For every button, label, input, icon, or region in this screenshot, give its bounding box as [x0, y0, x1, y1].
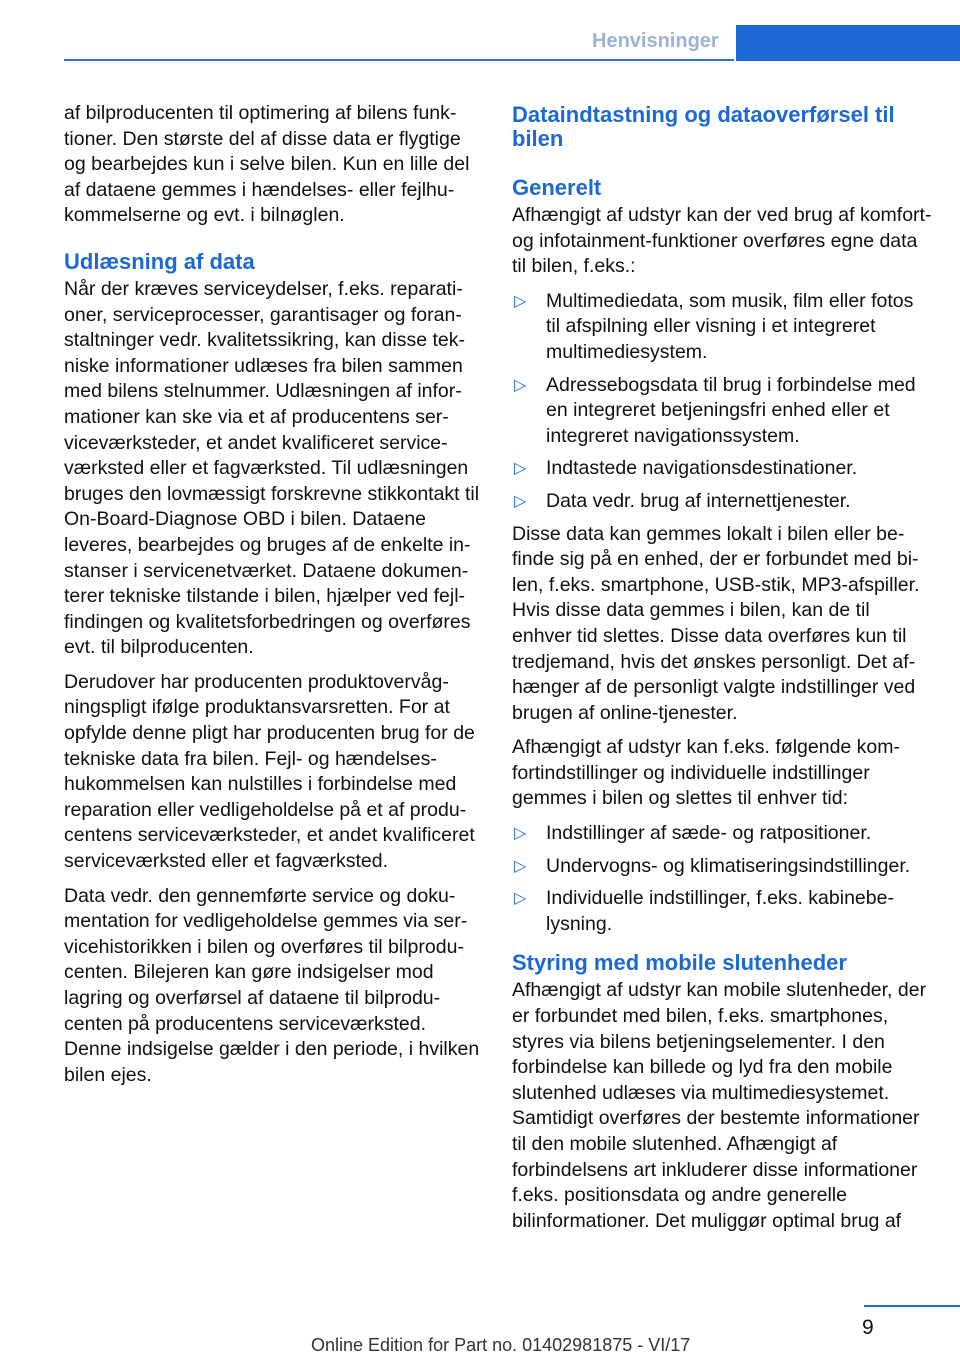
page-number: 9: [862, 1316, 874, 1339]
triangle-right-icon: ▷: [514, 492, 527, 510]
list-item: ▷ Indtastede navigationsdestinationer.: [512, 456, 932, 482]
subheading-styring: Styring med mobile slutenheder: [512, 950, 847, 976]
intro-paragraph: af bilproducenten til optimering af bilens funktioner. Den største del af disse data er flygtige og bearbejdes kun i selve bilen. Kun en lille del af dataene gemmes i hændelses- eller fejlhukommelserne og evt. i bilnøglen.: [64, 102, 470, 227]
triangle-right-icon: ▷: [514, 825, 527, 843]
edition-text: Online Edition for Part no. 01402981875 - VI/17: [311, 1335, 691, 1355]
list-item: ▷ Adressebogsdata til brug i forbindelse med en integreret betjeningsfri enhed eller et integreret navigationssystem.: [514, 373, 916, 447]
triangle-right-icon: ▷: [514, 857, 527, 875]
left-column: [64, 101, 480, 1097]
paragraph: Derudover har producenten produktovervågningspligt ifølge produktansvarsretten. For at opfylde denne pligt har producenten brug for de tekniske data fra bilen. Fejl- og hændelseshukommelsen kan nulstilles i forbindelse med reparation eller vedligeholdelse på et af producentens serviceværksteder, et andet kvalificeret serviceværksted eller et fagværksted.: [64, 670, 475, 873]
paragraph: Afhængigt af udstyr kan f.eks. følgende komfortindstillinger og individuelle indstillinger gemmes i bilen og slettes til enhver tid:: [512, 736, 901, 810]
footer-rule: [864, 1305, 960, 1307]
list-item: ▷ Indstillinger af sæde- og ratpositioner.: [512, 821, 932, 847]
paragraph: Når der kræves serviceydelser, f.eks. reparationer, serviceprocesser, garantisager og foranstaltninger vedr. kvalitetssikring, kan disse tekniske informationer udlæses fra bilen sammen med bilens stelnummer. Udlæsningen af informationer kan ske via et af producentens serviceværksteder, et andet kvalificeret serviceværksted eller et fagværksted. Til udlæsningen bruges den lovmæssigt forskrevne stikkontakt til On-Board-Diagnose OBD i bilen. Dataene leveres, bearbejdes og bruges af de enkelte instanser i servicenetværket. Dataene dokumenterer tekniske tilstande i bilen, hjælper ved fejlfindingen og kvalitetsforbedringen og overføres evt. til bilproducenten.: [64, 277, 480, 659]
section-title: Henvisninger: [592, 30, 719, 52]
heading-udlaesning: Udlæsning af data: [64, 248, 255, 274]
triangle-right-icon: ▷: [514, 460, 527, 478]
list-item: ▷ Undervogns- og klimatiseringsindstillinger.: [512, 854, 932, 880]
bullet-list: [512, 289, 932, 515]
paragraph: Disse data kan gemmes lokalt i bilen eller befinde sig på en enhed, der er forbundet med bilen, f.eks. smartphone, USB-stik, MP3-afspiller. Hvis disse data gemmes i bilen, kan de til enhver tid slettes. Disse data overføres kun til tredjemand, hvis det ønskes personligt. Det afhænger af de personligt valgte indstillinger ved brugen af online-tjenester.: [512, 522, 920, 724]
header-rule: [64, 59, 734, 61]
list-item: ▷ Individuelle indstillinger, f.eks. kabinebelysning.: [514, 887, 894, 935]
triangle-right-icon: ▷: [514, 376, 527, 394]
heading-dataindtastning: Dataindtastning og dataoverførsel til bilen: [512, 102, 895, 151]
bullet-list: [512, 821, 932, 937]
header-color-block: [736, 25, 960, 61]
triangle-right-icon: ▷: [514, 292, 527, 310]
list-item: ▷ Data vedr. brug af internettjenester.: [512, 489, 932, 515]
paragraph: Afhængigt af udstyr kan mobile slutenheder, der er forbundet med bilen, f.eks. smartphones, styres via bilens betjeningselementer. I den forbindelse kan billede og lyd fra den mobile slutenhed udlæses via multimediesystemet. Samtidigt overføres der bestemte informationer til den mobile slutenhed. Afhængigt af forbindelsens art inkluderer disse informationer f.eks. positionsdata og andre generelle bilinformationer. Det muliggør optimal brug af: [512, 979, 927, 1232]
paragraph: Afhængigt af udstyr kan der ved brug af komfort- og infotainment-funktioner overføres egne data til bilen, f.eks.:: [512, 204, 932, 278]
list-item: ▷ Multimediedata, som musik, film eller fotos til afspilning eller visning i et integreret multimediesystem.: [514, 289, 914, 363]
triangle-right-icon: ▷: [514, 890, 527, 908]
subheading-generelt: Generelt: [512, 175, 602, 200]
paragraph: Data vedr. den gennemførte service og dokumentation for vedligeholdelse gemmes via servicehistorikken i bilen og overføres til bilproducenten. Bilejeren kan gøre indsigelser mod lagring og overførsel af dataene til bilproducenten på producentens serviceværksted. Denne indsigelse gælder i den periode, i hvilken bilen ejes.: [64, 884, 480, 1086]
right-column: [512, 103, 932, 1243]
